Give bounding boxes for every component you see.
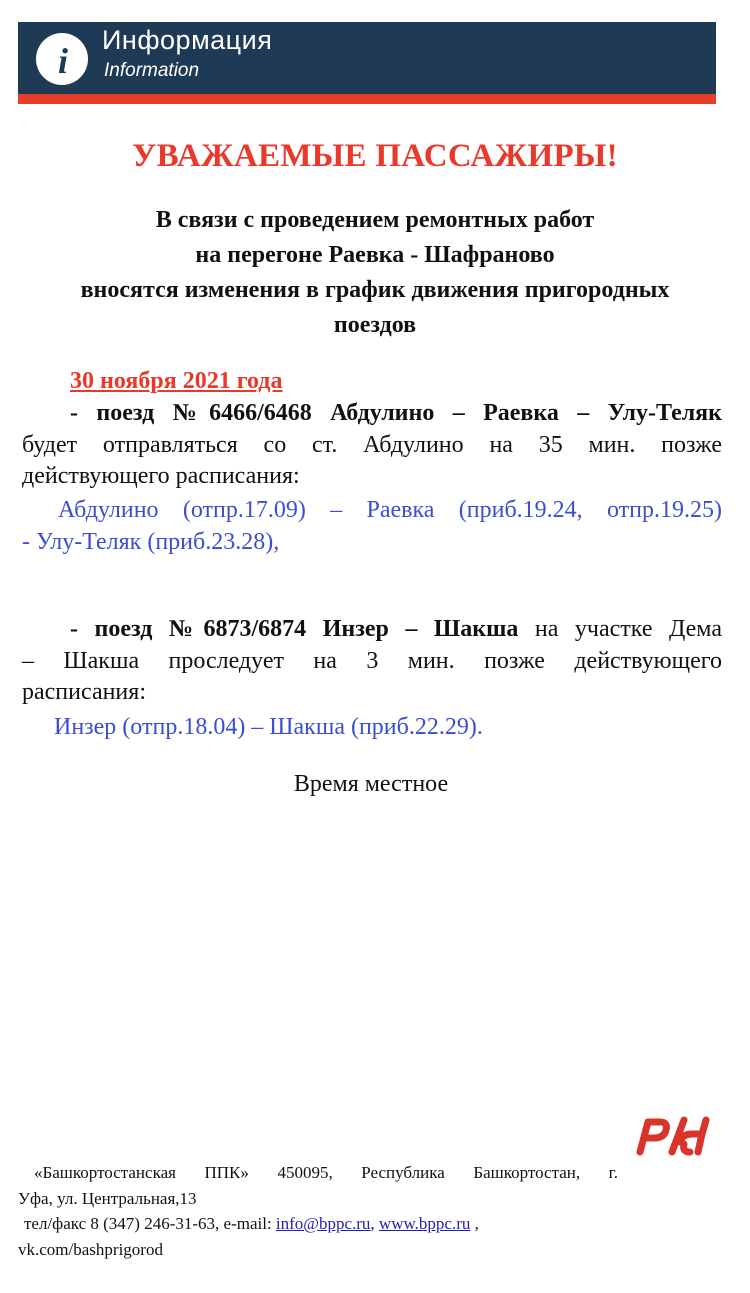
train1-desc: будет отправляться со ст. Абдулино на 35 мин. позже (22, 432, 722, 458)
notice-title: УВАЖАЕМЫЕ ПАССАЖИРЫ! (132, 138, 618, 174)
train1-route: - Улу-Теляк (приб.23.28), (22, 529, 280, 555)
footer-separator: , (370, 1214, 379, 1233)
rzd-logo (632, 1112, 710, 1156)
notice-intro (20, 203, 730, 343)
banner-stripe (18, 94, 716, 104)
footer-phone: тел/факс 8 (347) 246-31-63, e-mail: (24, 1214, 276, 1233)
train1-desc: действующего расписания: (22, 463, 300, 489)
footer-separator: , (470, 1214, 479, 1233)
vk-link[interactable]: vk.com/bashprigorod (18, 1240, 163, 1259)
notice-date: 30 ноября 2021 года (70, 368, 283, 394)
footer-address: Уфа, ул. Центральная,13 (18, 1189, 197, 1208)
train2-desc: – Шакша проследует на 3 мин. позже действующего (22, 648, 722, 674)
train2-heading-line (70, 614, 722, 644)
intro-line: поездов (333, 312, 417, 338)
svg-text:i: i (57, 41, 69, 81)
intro-line: вносятся изменения в график движения пригородных (80, 277, 670, 303)
train1-heading: - поезд №6466/6468 Абдулино – Раевка – Улу-Теляк (70, 400, 722, 426)
footer-address: «Башкортостанская ППК» 450095, Республика Башкортостан, г. (34, 1163, 618, 1182)
intro-line: В связи с проведением ремонтных работ (155, 207, 595, 233)
website-link[interactable]: www.bppc.ru (378, 1214, 471, 1233)
train2-desc: на участке Дема (518, 616, 722, 642)
info-icon (36, 33, 88, 85)
banner-title-ru: Информация (102, 25, 273, 55)
train2-desc: расписания: (22, 679, 146, 705)
local-time-note: Время местное (293, 771, 449, 797)
train2-route: Инзер (отпр.18.04) – Шакша (приб.22.29). (54, 714, 483, 740)
footer-contacts (24, 1213, 479, 1235)
train2-heading: - поезд №6873/6874 Инзер – Шакша (70, 616, 519, 642)
intro-line: на перегоне Раевка - Шафраново (195, 242, 555, 268)
banner-title-en: Information (104, 60, 200, 81)
train1-route: Абдулино (отпр.17.09) – Раевка (приб.19.24, отпр.19.25) (58, 497, 722, 523)
email-link[interactable]: info@bppc.ru (275, 1214, 371, 1233)
